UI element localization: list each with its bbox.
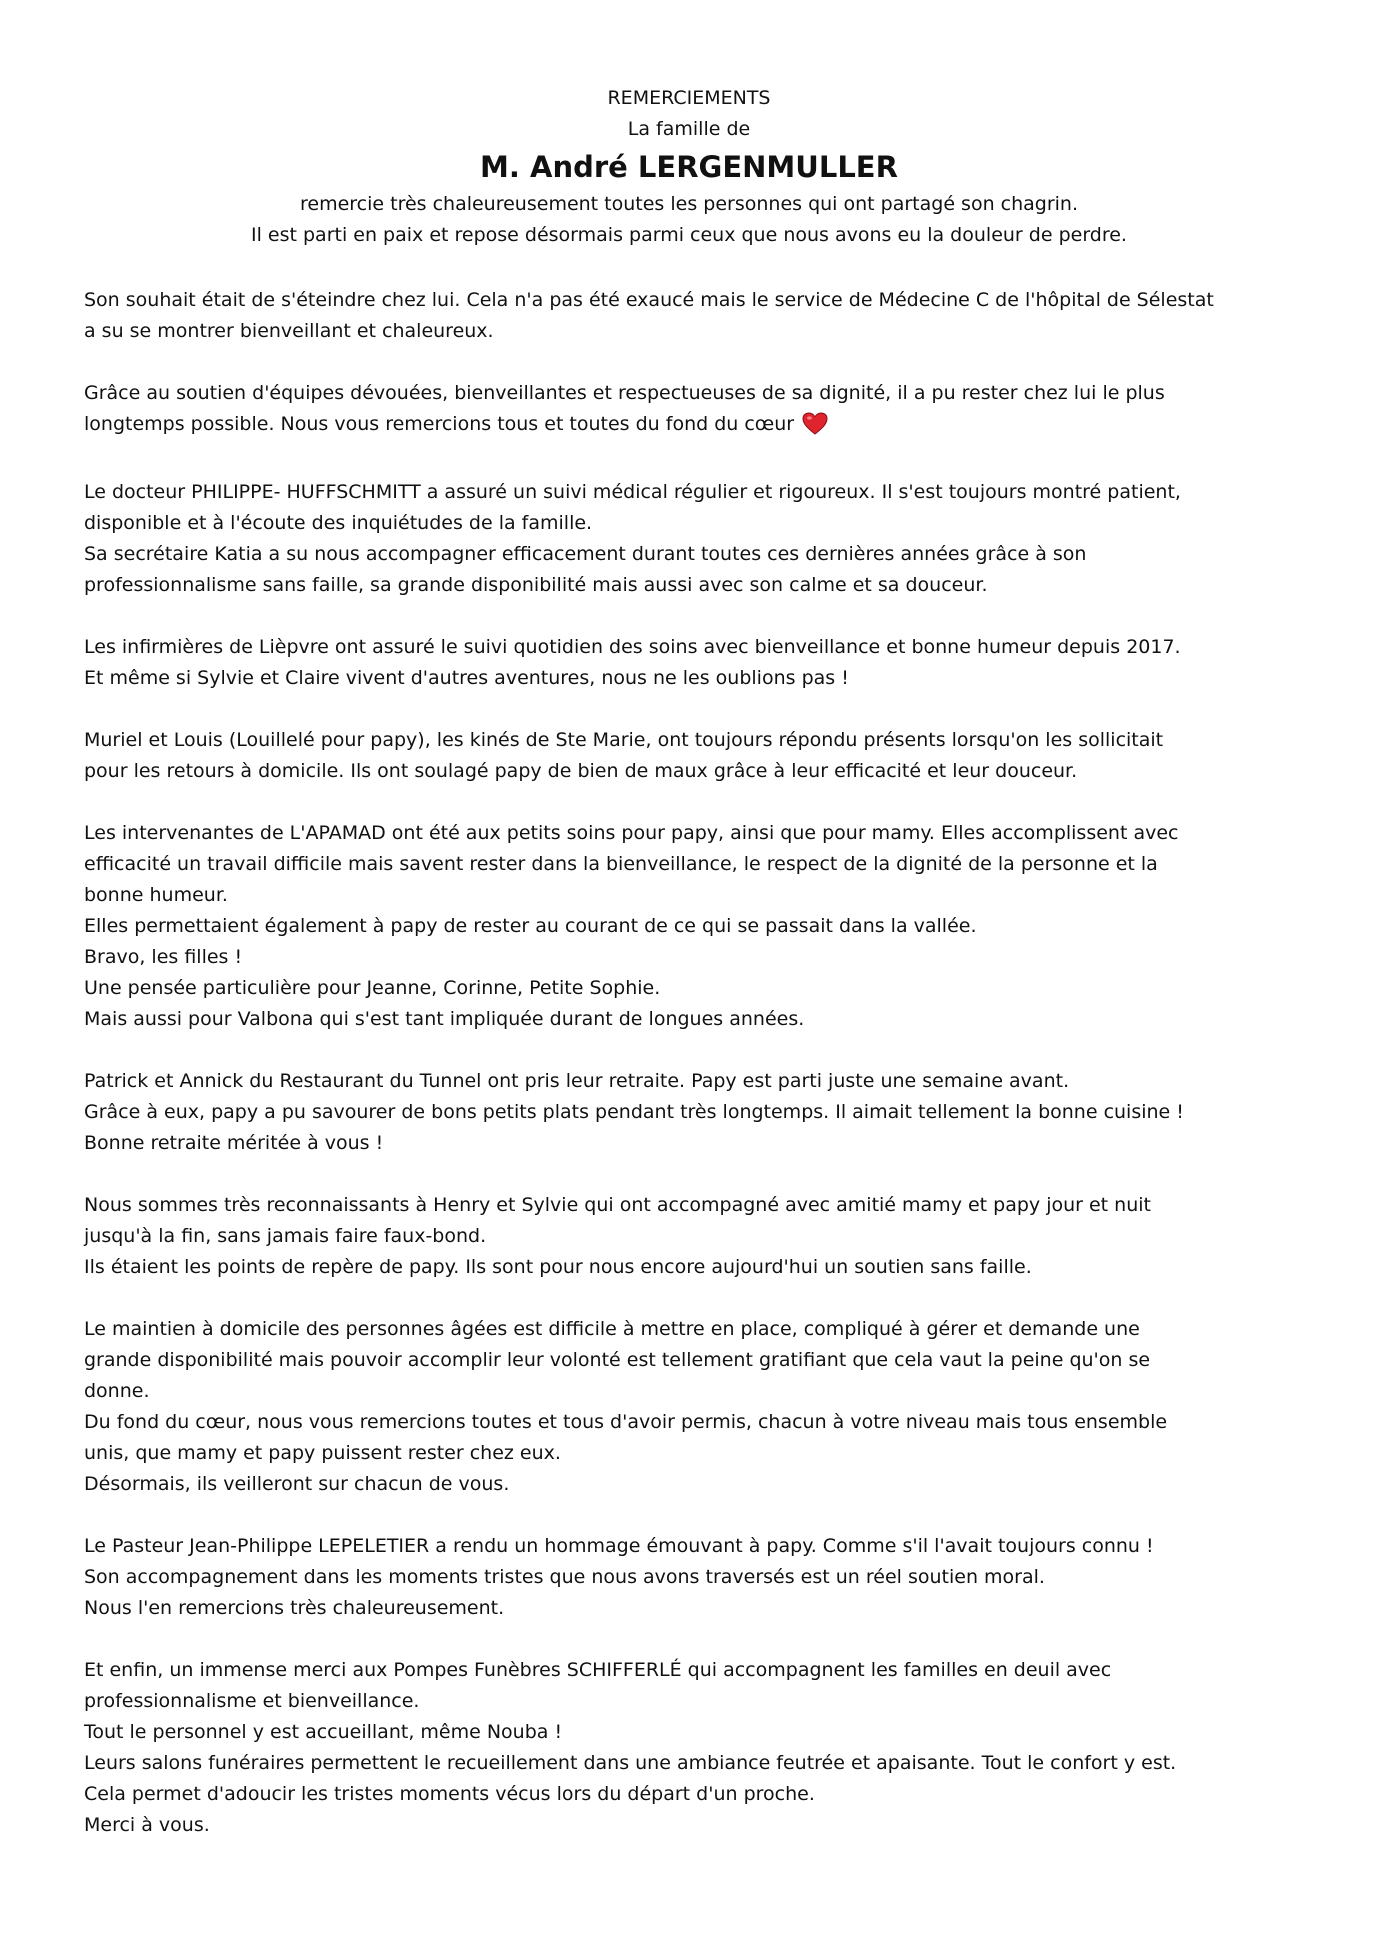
paragraph-line: grande disponibilité mais pouvoir accomplir leur volonté est tellement gratifiant que cela vaut la peine qu'on se <box>84 1349 1151 1371</box>
paragraph-line: Le Pasteur Jean-Philippe LEPELETIER a rendu un hommage émouvant à papy. Comme s'il l'avait toujours connu ! <box>84 1535 1154 1557</box>
paragraph-line: donne. <box>84 1380 150 1402</box>
paragraph-line: Elles permettaient également à papy de rester au courant de ce qui se passait dans la vallée. <box>84 915 977 937</box>
paragraph-line: Bonne retraite méritée à vous ! <box>84 1132 384 1154</box>
notice-title: REMERCIEMENTS <box>607 87 771 109</box>
paragraph <box>84 1531 1314 1624</box>
heart-icon <box>802 412 828 446</box>
paragraph <box>84 378 1314 446</box>
paragraph-line: Et enfin, un immense merci aux Pompes Funèbres SCHIFFERLÉ qui accompagnent les familles en deuil avec <box>84 1659 1112 1681</box>
paragraph-line: Nous l'en remercions très chaleureusement. <box>84 1597 505 1619</box>
paragraph-line: longtemps possible. Nous vous remercions tous et toutes du fond du cœur <box>84 409 1314 446</box>
paragraph-line: Cela permet d'adoucir les tristes moments vécus lors du départ d'un proche. <box>84 1783 815 1805</box>
paragraph-line: Ils étaient les points de repère de papy. Ils sont pour nous encore aujourd'hui un soutien sans faille. <box>84 1256 1032 1278</box>
paragraph-line: efficacité un travail difficile mais savent rester dans la bienveillance, le respect de la dignité de la personne et la <box>84 853 1158 875</box>
notice-intro: La famille de <box>627 118 751 140</box>
paragraph-line: Le maintien à domicile des personnes âgées est difficile à mettre en place, compliqué à gérer et demande une <box>84 1318 1140 1340</box>
notice-header <box>0 83 1378 251</box>
paragraph-line: Du fond du cœur, nous vous remercions toutes et tous d'avoir permis, chacun à votre niveau mais tous ensemble <box>84 1411 1168 1433</box>
paragraph-line: Sa secrétaire Katia a su nous accompagner efficacement durant toutes ces dernières années grâce à son <box>84 543 1087 565</box>
paragraph-line: Bravo, les filles ! <box>84 946 243 968</box>
paragraph-line: Désormais, ils veilleront sur chacun de vous. <box>84 1473 510 1495</box>
paragraph <box>84 1655 1314 1841</box>
paragraph-line: Leurs salons funéraires permettent le recueillement dans une ambiance feutrée et apaisante. Tout le confort y est. <box>84 1752 1177 1774</box>
paragraph-line: pour les retours à domicile. Ils ont soulagé papy de bien de maux grâce à leur efficacité et leur douceur. <box>84 760 1078 782</box>
paragraph-line: Son souhait était de s'éteindre chez lui. Cela n'a pas été exaucé mais le service de Médecine C de l'hôpital de Sélestat <box>84 289 1214 311</box>
paragraph-line: Mais aussi pour Valbona qui s'est tant impliquée durant de longues années. <box>84 1008 805 1030</box>
paragraph-line: Muriel et Louis (Louillelé pour papy), les kinés de Ste Marie, ont toujours répondu présents lorsqu'on les sollicitait <box>84 729 1164 751</box>
header-line-2: Il est parti en paix et repose désormais parmi ceux que nous avons eu la douleur de perdre. <box>251 224 1127 246</box>
paragraph <box>84 1066 1314 1159</box>
notice-body <box>84 285 1314 1872</box>
paragraph-line: Une pensée particulière pour Jeanne, Corinne, Petite Sophie. <box>84 977 661 999</box>
paragraph-line: Patrick et Annick du Restaurant du Tunnel ont pris leur retraite. Papy est parti juste une semaine avant. <box>84 1070 1070 1092</box>
paragraph-line: Grâce au soutien d'équipes dévouées, bienveillantes et respectueuses de sa dignité, il a pu rester chez lui le plus <box>84 382 1165 404</box>
paragraph-line: Nous sommes très reconnaissants à Henry et Sylvie qui ont accompagné avec amitié mamy et papy jour et nuit <box>84 1194 1151 1216</box>
paragraph <box>84 477 1314 601</box>
paragraph-line: a su se montrer bienveillant et chaleureux. <box>84 320 494 342</box>
paragraph-line: jusqu'à la fin, sans jamais faire faux-bond. <box>84 1225 487 1247</box>
paragraph <box>84 632 1314 694</box>
paragraph-line: Les intervenantes de L'APAMAD ont été aux petits soins pour papy, ainsi que pour mamy. Elles accomplissent avec <box>84 822 1179 844</box>
paragraph-line: Les infirmières de Lièpvre ont assuré le suivi quotidien des soins avec bienveillance et bonne humeur depuis 2017. <box>84 636 1181 658</box>
paragraph-line: Merci à vous. <box>84 1814 210 1836</box>
paragraph-line: Et même si Sylvie et Claire vivent d'autres aventures, nous ne les oublions pas ! <box>84 667 849 689</box>
paragraph-line: disponible et à l'écoute des inquiétudes de la famille. <box>84 512 593 534</box>
paragraph <box>84 285 1314 347</box>
paragraph-line: Grâce à eux, papy a pu savourer de bons petits plats pendant très longtemps. Il aimait tellement la bonne cuisine ! <box>84 1101 1184 1123</box>
paragraph <box>84 818 1314 1035</box>
paragraph-line: professionnalisme sans faille, sa grande disponibilité mais aussi avec son calme et sa douceur. <box>84 574 988 596</box>
paragraph-line: Son accompagnement dans les moments tristes que nous avons traversés est un réel soutien moral. <box>84 1566 1045 1588</box>
paragraph-line: Tout le personnel y est accueillant, même Nouba ! <box>84 1721 563 1743</box>
deceased-name: M. André LERGENMULLER <box>480 150 898 184</box>
paragraph-line: bonne humeur. <box>84 884 228 906</box>
paragraph <box>84 725 1314 787</box>
paragraph-line: Le docteur PHILIPPE- HUFFSCHMITT a assuré un suivi médical régulier et rigoureux. Il s'est toujours montré patient, <box>84 481 1181 503</box>
paragraph <box>84 1190 1314 1283</box>
paragraph <box>84 1314 1314 1500</box>
header-line-1: remercie très chaleureusement toutes les personnes qui ont partagé son chagrin. <box>299 193 1079 215</box>
paragraph-line: unis, que mamy et papy puissent rester chez eux. <box>84 1442 561 1464</box>
paragraph-line: professionnalisme et bienveillance. <box>84 1690 420 1712</box>
